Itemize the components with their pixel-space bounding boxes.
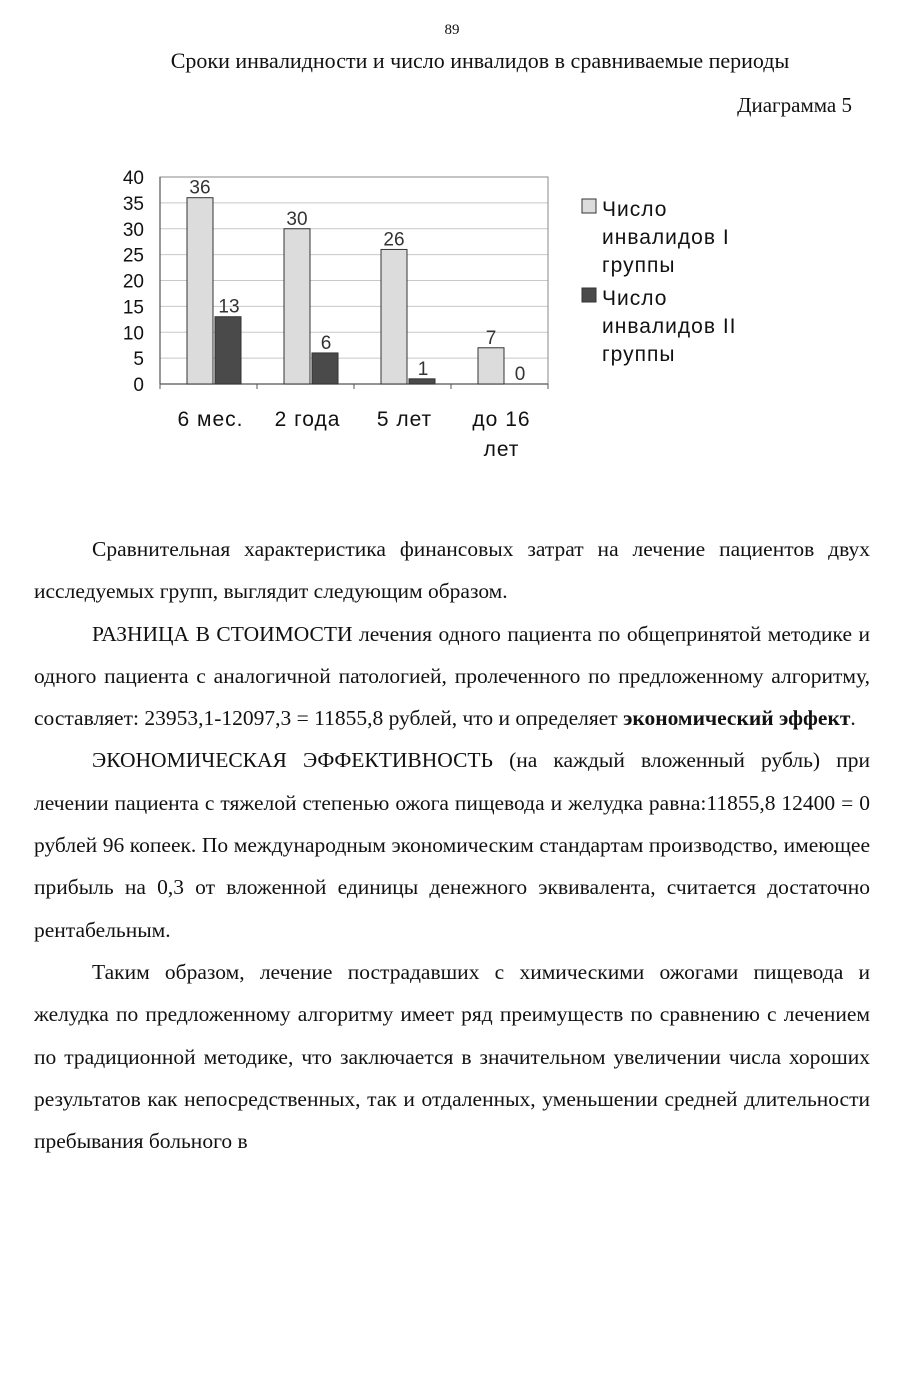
legend-label: группы: [602, 254, 676, 277]
bar: [381, 249, 407, 384]
x-tick-label: лет: [483, 438, 520, 461]
y-tick-label: 25: [122, 245, 144, 267]
text-span: .: [850, 706, 856, 731]
page-number: 89: [444, 22, 460, 38]
legend-swatch: [582, 199, 596, 213]
bar: [187, 198, 213, 384]
paragraph: [34, 951, 870, 1162]
legend-label: инвалидов II: [602, 315, 737, 338]
bar: [312, 353, 338, 384]
data-label: 26: [383, 229, 405, 251]
x-tick-label: 6 мес.: [177, 408, 244, 431]
text-span: Сравнительная характеристика финансовых затрат на лечение пациентов двух исследуемых групп, выглядит следующим образом.: [34, 537, 870, 604]
legend-label: Число: [602, 198, 668, 221]
legend-label: Число: [602, 287, 668, 310]
y-tick-label: 20: [122, 271, 144, 293]
data-label: 36: [189, 177, 211, 199]
y-tick-label: 30: [122, 219, 144, 241]
legend-label: группы: [602, 343, 676, 366]
paragraph: [34, 613, 870, 740]
x-tick-label: 2 года: [274, 408, 341, 431]
data-label: 1: [417, 358, 429, 380]
data-label: 13: [218, 296, 240, 318]
text-span: Таким образом, лечение пострадавших с химическими ожогами пищевода и желудка по предложенному алгоритму имеет ряд преимуществ по сравнению с лечением по традиционной методике, что заключается в значительном увеличении числа хороших результатов как непосредственных, так и отдаленных, уменьшении средней длительности пребывания больного в: [34, 959, 870, 1154]
y-tick-label: 40: [122, 168, 144, 189]
bar: [478, 348, 504, 384]
diagram-label: Диаграмма 5: [737, 93, 852, 117]
y-tick-label: 10: [122, 323, 144, 345]
legend-label: инвалидов I: [602, 226, 730, 249]
text-span: ЭКОНОМИЧЕСКАЯ ЭФФЕКТИВНОСТЬ (на каждый вложенный рубль) при лечении пациента с тяжелой степенью ожога пищевода и желудка равна:11855,8 12400 = 0 рублей 96 копеек. По международным экономическим стандартам производство, имеющее прибыль на 0,3 от вложенной единицы денежного эквивалента, считается достаточно рентабельным.: [34, 748, 870, 942]
text-span: РАЗНИЦА В СТОИМОСТИ лечения одного пациента по общепринятой методике и одного пациента с аналогичной патологией, пролеченного по предложенному алгоритму, составляет: 23953,1-12097,3 = 11855,8 рублей, что и определяет: [34, 621, 870, 731]
data-label: 0: [514, 364, 526, 385]
y-tick-label: 35: [122, 193, 144, 215]
bar: [215, 317, 241, 384]
bold-text: экономический эффект: [623, 706, 851, 731]
data-label: 7: [485, 327, 497, 349]
x-tick-label: до 16: [472, 408, 531, 431]
legend-swatch: [582, 288, 596, 302]
y-tick-label: 15: [122, 297, 144, 319]
paragraph: [34, 739, 870, 950]
data-label: 6: [320, 332, 332, 354]
y-tick-label: 5: [133, 349, 144, 371]
x-tick-label: 5 лет: [376, 408, 433, 431]
paragraph: [34, 528, 870, 613]
bar-chart: [100, 150, 800, 470]
y-tick-label: 0: [133, 375, 144, 396]
bar: [284, 229, 310, 384]
data-label: 30: [286, 208, 308, 230]
chart-title: Сроки инвалидности и число инвалидов в сравниваемые периоды: [170, 48, 790, 73]
body-text: [34, 528, 870, 1162]
